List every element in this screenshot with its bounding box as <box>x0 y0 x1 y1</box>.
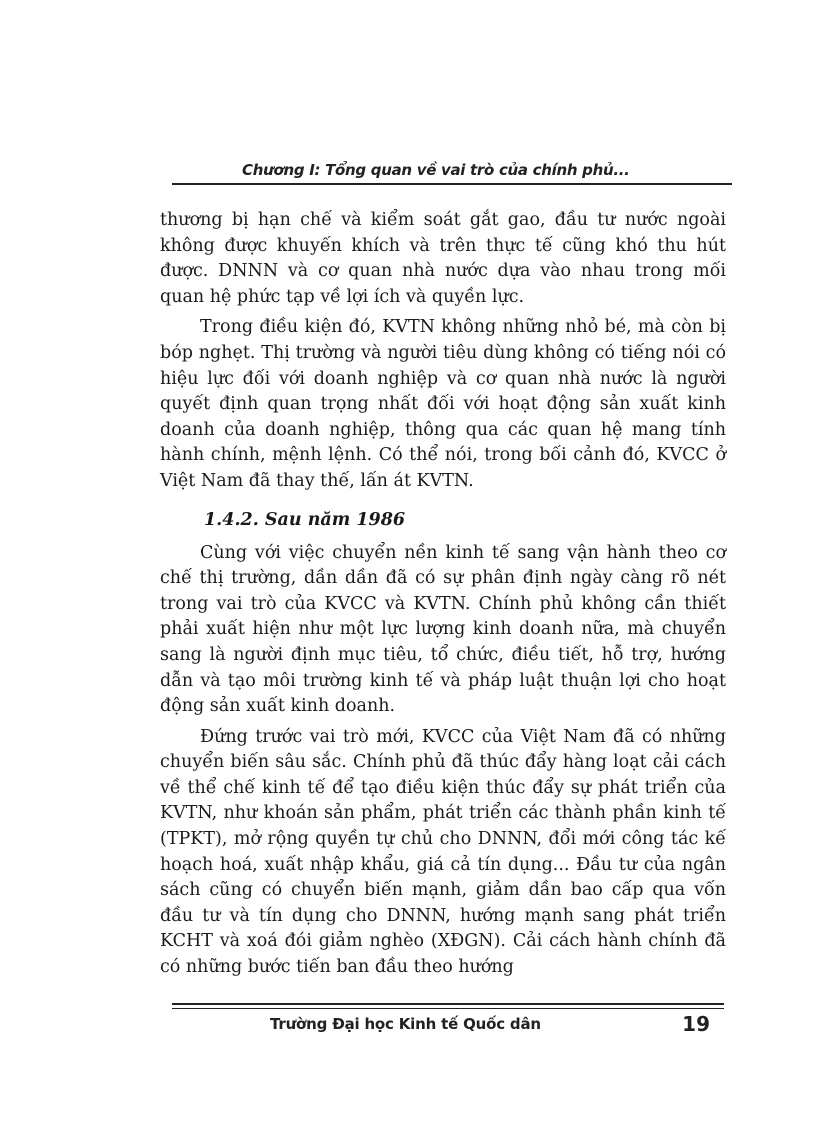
footer-divider <box>172 1003 724 1005</box>
body-text <box>160 208 726 981</box>
paragraph: Trong điều kiện đó, KVTN không những nhỏ bé, mà còn bị bóp nghẹt. Thị trường và người tiêu dùng không có tiếng nói có hiệu lực đối với doanh nghiệp và cơ quan nhà nước là người quyết định quan trọng nhất đối với hoạt động sản xuất kinh doanh của doanh nghiệp, thông qua các quan hệ mang tính hành chính, mệnh lệnh. Có thể nói, trong bối cảnh đó, KVCC ở Việt Nam đã thay thế, lấn át KVTN. <box>160 317 726 491</box>
chapter-title: Chương I: Tổng quan về vai trò của chính phủ... <box>242 161 630 179</box>
paragraph: Cùng với việc chuyển nền kinh tế sang vận hành theo cơ chế thị trường, dần dần đã có sự phân định ngày càng rõ nét trong vai trò của KVCC và KVTN. Chính phủ không cần thiết phải xuất hiện như một lực lượng kinh doanh nữa, mà chuyển sang là người định mục tiêu, tổ chức, điều tiết, hỗ trợ, hướng dẫn và tạo môi trường kinh tế và pháp luật thuận lợi cho hoạt động sản xuất kinh doanh. <box>160 542 726 717</box>
running-footer <box>172 1003 724 1043</box>
institution-name: Trường Đại học Kinh tế Quốc dân <box>270 1015 541 1033</box>
running-header <box>172 158 732 188</box>
page-number: 19 <box>682 1012 710 1036</box>
section-heading: 1.4.2. Sau năm 1986 <box>204 509 406 530</box>
paragraph: Đứng trước vai trò mới, KVCC của Việt Nam đã có những chuyển biến sâu sắc. Chính phủ đã thúc đẩy hàng loạt cải cách về thể chế kinh tế để tạo điều kiện thúc đẩy sự phát triển của KVTN, như khoán sản phẩm, phát triển các thành phần kinh tế (TPKT), mở rộng quyền tự chủ cho DNNN, đổi mới công tác kế hoạch hoá, xuất nhập khẩu, giá cả tín dụng... Đầu tư của ngân sách cũng có chuyển biến mạnh, giảm dần bao cấp qua vốn đầu tư và tín dụng cho DNNN, hướng mạnh sang phát triển KCHT và xoá đói giảm nghèo (XĐGN). Cải cách hành chính đã có những bước tiến ban đầu theo hướng <box>160 726 726 978</box>
header-divider <box>172 183 732 185</box>
paragraph-continuation: thương bị hạn chế và kiểm soát gắt gao, đầu tư nước ngoài không được khuyến khích và trên thực tế cũng khó thu hút được. DNNN và cơ quan nhà nước dựa vào nhau trong mối quan hệ phức tạp về lợi ích và quyền lực. <box>160 210 726 307</box>
footer-divider-thin <box>172 1008 724 1009</box>
